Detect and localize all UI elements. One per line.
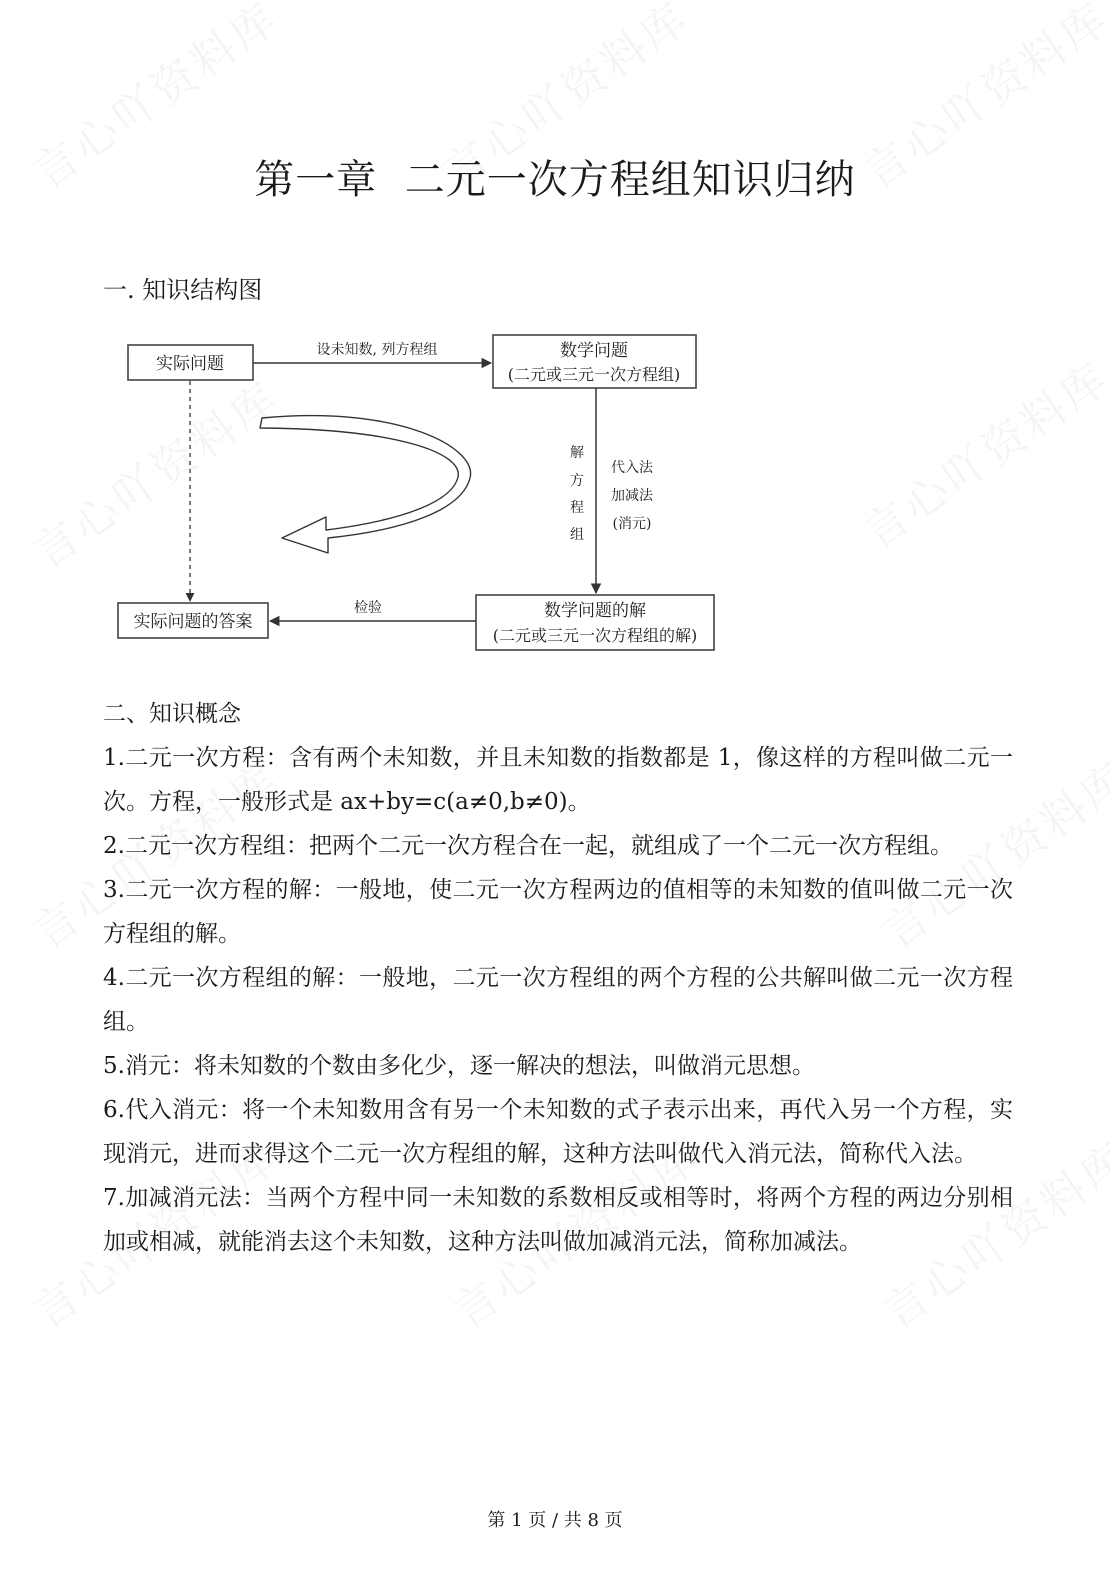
node-math-problem-label: 数学问题 bbox=[560, 341, 628, 361]
concept-item: 6.代入消元：将一个未知数用含有另一个未知数的式子表示出来，再代入另一个方程，实现消元，进而求得这个二元一次方程组的解，这种方法叫做代入消元法，简称代入法。 bbox=[103, 1097, 1013, 1167]
edge-label-method-elimination: 加减法 bbox=[611, 488, 653, 504]
edge-label-method-substitution: 代入法 bbox=[611, 460, 653, 476]
node-math-solution-label: 数学问题的解 bbox=[544, 601, 646, 621]
concept-item: 7.加减消元法：当两个方程中同一未知数的系数相反或相等时，将两个方程的两边分别相加或相减，就能消去这个未知数，这种方法叫做加减消元法，简称加减法。 bbox=[103, 1185, 1013, 1255]
edge-label-solve-4: 组 bbox=[570, 527, 584, 543]
concept-item: 1.二元一次方程：含有两个未知数，并且未知数的指数都是 1，像这样的方程叫做二元一次。方程，一般形式是 ax+by=c(a≠0,b≠0)。 bbox=[103, 745, 1013, 815]
concept-item: 4.二元一次方程组的解：一般地，二元一次方程组的两个方程的公共解叫做二元一次方程组。 bbox=[103, 965, 1013, 1035]
concept-item: 2.二元一次方程组：把两个二元一次方程合在一起，就组成了一个二元一次方程组。 bbox=[103, 833, 953, 859]
edge-label-check: 检验 bbox=[354, 600, 382, 616]
concepts-section bbox=[103, 692, 1013, 1264]
edge-label-set-unknowns: 设未知数, 列方程组 bbox=[316, 342, 438, 358]
curved-cycle-arrow bbox=[260, 416, 471, 553]
concept-item: 3.二元一次方程的解：一般地，使二元一次方程两边的值相等的未知数的值叫做二元一次方程组的解。 bbox=[103, 877, 1013, 947]
edge-label-solve-3: 程 bbox=[570, 500, 584, 516]
edge-label-solve-1: 解 bbox=[570, 445, 584, 461]
node-math-solution-sublabel: (二元或三元一次方程组的解) bbox=[492, 626, 698, 645]
page-title: 第一章 二元一次方程组知识归纳 bbox=[254, 157, 856, 203]
knowledge-structure-diagram bbox=[0, 0, 1110, 680]
edge-label-method-note: (消元) bbox=[612, 516, 652, 532]
node-real-answer-label: 实际问题的答案 bbox=[133, 612, 253, 632]
page-footer: 第 1 页 / 共 8 页 bbox=[487, 1510, 623, 1531]
section-heading: 二、知识概念 bbox=[103, 701, 241, 727]
section-heading: 一. 知识结构图 bbox=[103, 276, 263, 304]
concept-item: 5.消元：将未知数的个数由多化少，逐一解决的想法，叫做消元思想。 bbox=[103, 1053, 815, 1079]
node-math-problem-sublabel: (二元或三元一次方程组) bbox=[507, 365, 681, 384]
node-real-problem-label: 实际问题 bbox=[156, 354, 224, 374]
edge-label-solve-2: 方 bbox=[570, 473, 584, 489]
